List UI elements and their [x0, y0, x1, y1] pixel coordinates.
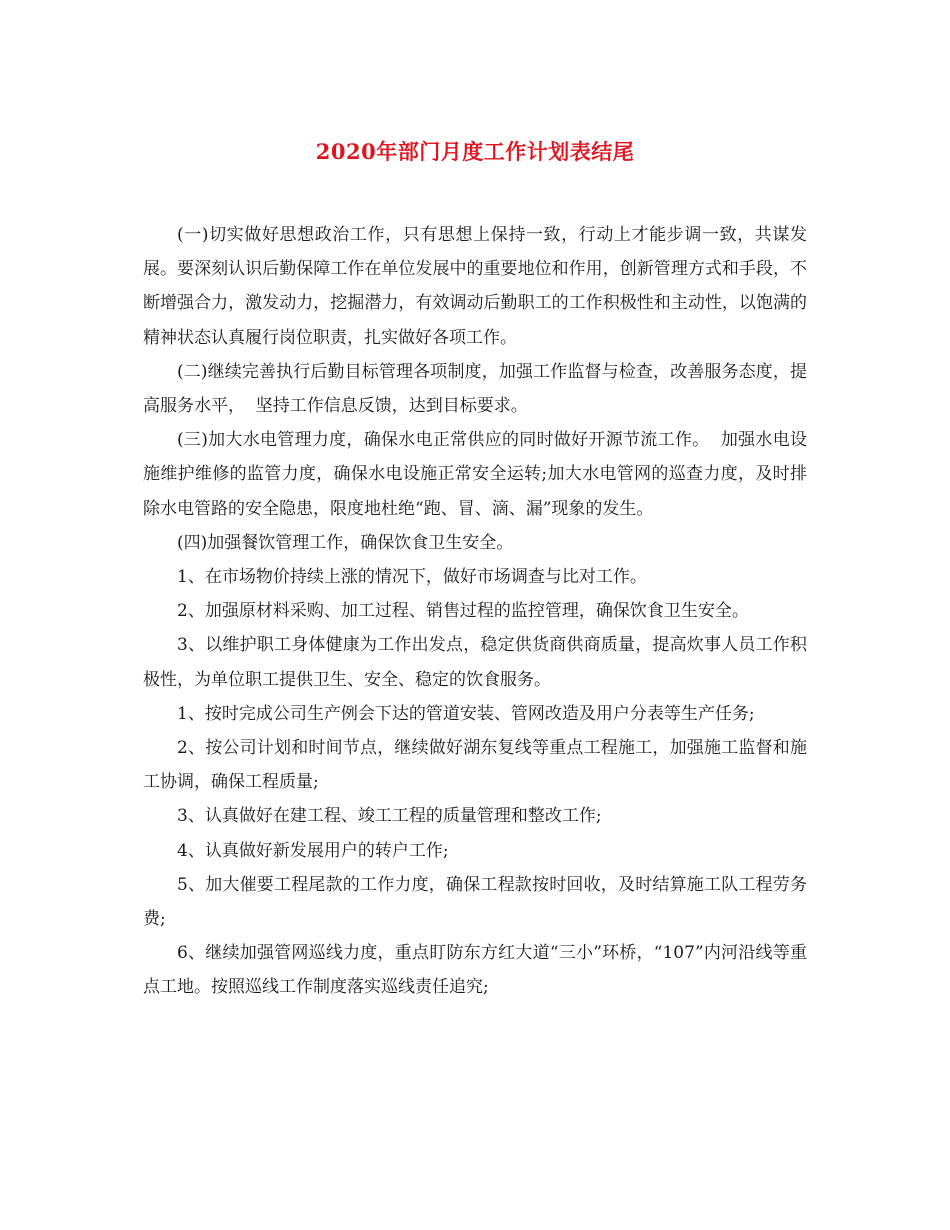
- paragraph-8: 1、按时完成公司生产例会下达的管道安装、管网改造及用户分表等生产任务;: [177, 703, 755, 724]
- paragraph-9: 2、按公司计划和时间节点，继续做好湖东复线等重点工程施工，加强施工监督和施工协调，确保工程质量;: [143, 738, 807, 793]
- paragraph-7: 3、以维护职工身体健康为工作出发点，稳定供货商供商质量，提高炊事人员工作积极性，为单位职工提供卫生、安全、稳定的饮食服务。: [143, 635, 807, 690]
- paragraph-6: 2、加强原材料采购、加工过程、销售过程的监控管理，确保饮食卫生安全。: [177, 601, 749, 622]
- paragraph-3: (三)加大水电管理力度，确保水电正常供应的同时做好开源节流工作。 加强水电设施维护维修的监管力度，确保水电设施正常安全运转;加大水电管网的巡查力度，及时排除水电管路的安全隐患，限度地杜绝“跑、冒、滴、漏”现象的发生。: [143, 430, 807, 519]
- paragraph-5: 1、在市场物价持续上涨的情况下，做好市场调查与比对工作。: [177, 567, 647, 588]
- paragraph-2: (二)继续完善执行后勤目标管理各项制度，加强工作监督与检查，改善服务态度，提高服务水平， 坚持工作信息反馈，达到目标要求。: [143, 361, 807, 417]
- document-title: 2020年部门月度工作计划表结尾: [315, 139, 635, 164]
- paragraph-12: 5、加大催要工程尾款的工作力度，确保工程款按时回收，及时结算施工队工程劳务费;: [143, 874, 807, 930]
- paragraph-13: 6、继续加强管网巡线力度，重点盯防东方红大道“三小”环桥，“107”内河沿线等重点工地。按照巡线工作制度落实巡线责任追究;: [143, 943, 807, 998]
- document-body: [143, 218, 807, 1005]
- paragraph-10: 3、认真做好在建工程、竣工工程的质量管理和整改工作;: [177, 806, 602, 827]
- paragraph-4: (四)加强餐饮管理工作，确保饮食卫生安全。: [177, 532, 514, 553]
- paragraph-1: (一)切实做好思想政治工作，只有思想上保持一致，行动上才能步调一致，共谋发展。要深刻认识后勤保障工作在单位发展中的重要地位和作用，创新管理方式和手段，不断增强合力，激发动力，挖掘潜力，有效调动后勤职工的工作积极性和主动性，以饱满的精神状态认真履行岗位职责，扎实做好各项工作。: [143, 225, 807, 348]
- paragraph-11: 4、认真做好新发展用户的转户工作;: [177, 840, 449, 861]
